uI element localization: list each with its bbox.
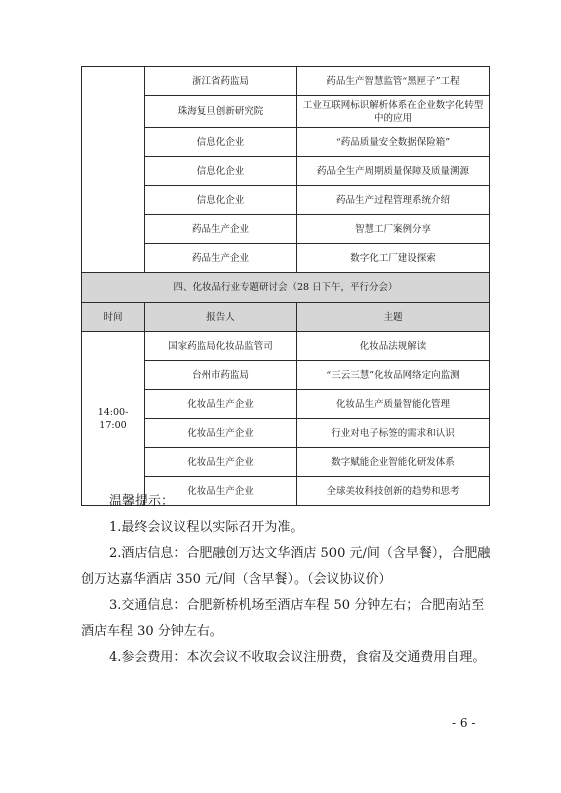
topic-cell: “三云三慧”化妆品网络定向监测 xyxy=(297,361,490,390)
topic-cell: 智慧工厂案例分享 xyxy=(297,215,490,244)
page-number: - 6 - xyxy=(452,716,476,730)
reporter-cell: 浙江省药监局 xyxy=(145,67,297,96)
reporter-cell: 药品生产企业 xyxy=(145,215,297,244)
reporter-cell: 化妆品生产企业 xyxy=(145,419,297,448)
reporter-cell: 信息化企业 xyxy=(145,128,297,157)
reporter-cell: 信息化企业 xyxy=(145,186,297,215)
topic-cell: 药品全生产周期质量保障及质量溯源 xyxy=(297,157,490,186)
topic-cell: 药品生产过程管理系统介绍 xyxy=(297,186,490,215)
topic-cell: 数字赋能企业智能化研发体系 xyxy=(297,448,490,477)
tips-title: 温馨提示： xyxy=(109,494,175,509)
tip-item: 4.参会费用：本次会议不收取会议注册费，食宿及交通费用自理。 xyxy=(109,650,486,665)
reporter-cell: 珠海复旦创新研究院 xyxy=(145,96,297,128)
topic-cell: 化妆品生产质量智能化管理 xyxy=(297,390,490,419)
reporter-cell: 国家药监局化妆品监管司 xyxy=(145,332,297,361)
topic-cell: “药品质量安全数据保险箱” xyxy=(297,128,490,157)
time-cell: 14:00-17:00 xyxy=(82,332,145,506)
topic-cell: 全球美妆科技创新的趋势和思考 xyxy=(297,477,490,506)
time-cell-blank xyxy=(82,67,145,273)
topic-cell: 数字化工厂建设探索 xyxy=(297,244,490,273)
topic-cell: 工业互联网标识解析体系在企业数字化转型中的应用 xyxy=(297,96,490,128)
tip-item: 1.最终会议议程以实际召开为准。 xyxy=(109,520,304,535)
reporter-cell: 化妆品生产企业 xyxy=(145,390,297,419)
agenda-table xyxy=(81,66,490,506)
header-reporter: 报告人 xyxy=(145,303,297,332)
reporter-cell: 信息化企业 xyxy=(145,157,297,186)
table-row xyxy=(82,67,490,96)
tips-section xyxy=(81,489,491,671)
reporter-cell: 化妆品生产企业 xyxy=(145,477,297,506)
reporter-cell: 台州市药监局 xyxy=(145,361,297,390)
topic-cell: 化妆品法规解读 xyxy=(297,332,490,361)
table-row xyxy=(82,332,490,361)
section-heading-row xyxy=(82,273,490,303)
header-topic: 主题 xyxy=(297,303,490,332)
reporter-cell: 药品生产企业 xyxy=(145,244,297,273)
topic-cell: 行业对电子标签的需求和认识 xyxy=(297,419,490,448)
header-time: 时间 xyxy=(82,303,145,332)
header-row xyxy=(82,303,490,332)
tip-item: 2.酒店信息：合肥融创万达文华酒店 500 元/间（含早餐），合肥融创万达嘉华酒店 350 元/间（含早餐）。（会议协议价） xyxy=(81,546,491,587)
section-heading: 四、化妆品行业专题研讨会（28 日下午，平行分会） xyxy=(82,273,490,303)
tip-item: 3.交通信息：合肥新桥机场至酒店车程 50 分钟左右；合肥南站至酒店车程 30 分钟左右。 xyxy=(81,598,485,639)
reporter-cell: 化妆品生产企业 xyxy=(145,448,297,477)
topic-cell: 药品生产智慧监管“黑匣子”工程 xyxy=(297,67,490,96)
